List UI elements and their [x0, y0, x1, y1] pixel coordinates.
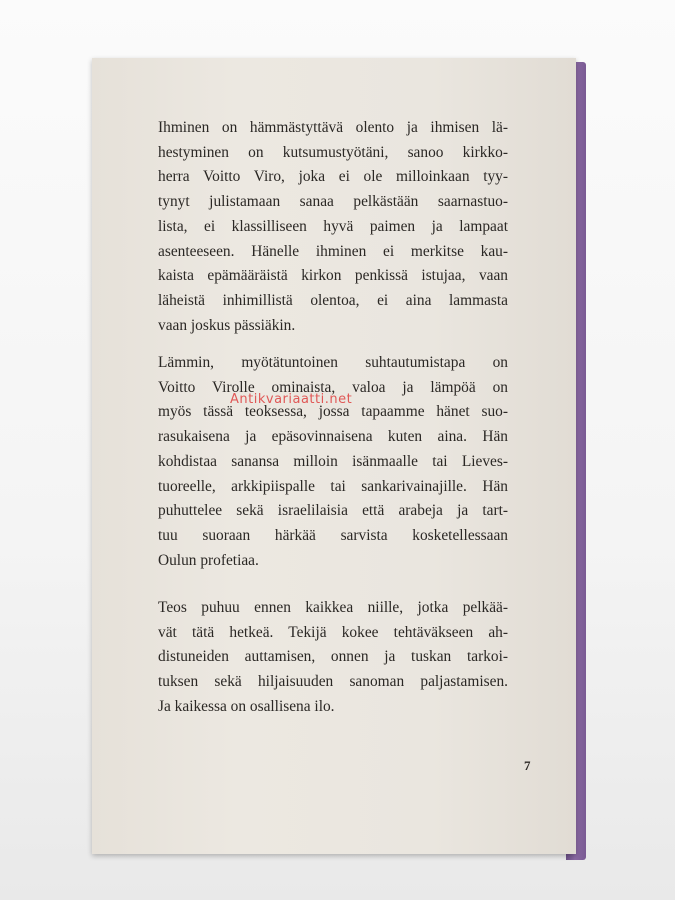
blurb-line: herra Voitto Viro, joka ei ole milloinkaan tyy-: [158, 168, 508, 186]
blurb-paragraph-2: [158, 351, 508, 573]
blurb-line: tuoreelle, arkkipiispalle tai sankarivainajille. Hän: [158, 477, 508, 495]
blurb-line: vät tätä hetkeä. Tekijä kokee tehtäväkseen ah-: [158, 623, 508, 641]
blurb-line: Lämmin, myötätuntoinen suhtautumistapa on: [158, 354, 508, 371]
blurb-line: Voitto Virolle ominaista, valoa ja lämpöä on: [158, 378, 508, 396]
blurb-line: Oulun profetiaa.: [158, 551, 259, 569]
page-number: 7: [524, 758, 531, 773]
blurb-line: kaista epämääräistä kirkon penkissä istujaa, vaan: [158, 267, 508, 285]
blurb-line: läheistä inhimillistä olentoa, ei aina lammasta: [158, 291, 508, 309]
blurb-line: lista, ei klassilliseen hyvä paimen ja lampaat: [158, 217, 508, 235]
blurb-line: myös tässä teoksessa, jossa tapaamme hänet suo-: [158, 403, 508, 421]
blurb-line: tuu suoraan härkää sarvista kosketellessaan: [158, 526, 508, 544]
blurb-line: puhuttelee sekä israelilaisia että arabeja ja tart-: [158, 502, 508, 520]
blurb-line: Ja kaikessa on osallisena ilo.: [158, 697, 335, 715]
blurb-line: tynyt julistamaan sanaa pelkästään saarnastuo-: [158, 193, 508, 211]
blurb-line: tuksen sekä hiljaisuuden sanoman paljastamisen.: [158, 673, 508, 691]
blurb-line: hestyminen on kutsumustyötäni, sanoo kirkko-: [158, 143, 508, 161]
book-back-cover: [92, 58, 576, 854]
blurb-line: rasukaisena ja epäsovinnaisena kuten aina. Hän: [158, 428, 508, 446]
blurb-line: vaan joskus pässiäkin.: [158, 316, 296, 334]
blurb-line: asenteeseen. Hänelle ihminen ei merkitse kau-: [158, 242, 508, 260]
blurb-line: Teos puhuu ennen kaikkea niille, jotka pelkää-: [158, 599, 508, 616]
blurb-line: Ihminen on hämmästyttävä olento ja ihmisen lä-: [158, 119, 508, 136]
blurb-line: distuneiden auttamisen, onnen ja tuskan tarkoi-: [158, 648, 508, 666]
blurb-line: kohdistaa sanansa milloin isänmaalle tai Lieves-: [158, 452, 508, 470]
blurb-paragraph-1: [158, 116, 508, 338]
blurb-paragraph-3: [158, 596, 508, 720]
watermark-text: Antikvariaatti.net: [230, 392, 353, 407]
